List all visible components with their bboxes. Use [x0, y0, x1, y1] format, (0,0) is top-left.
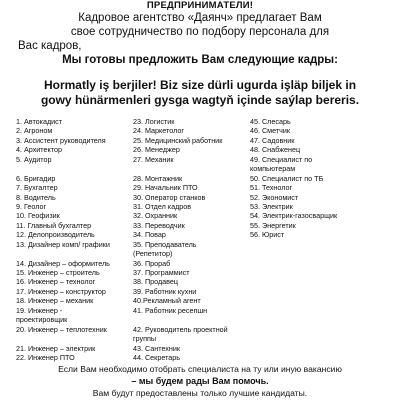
- profession-item: 30. Оператор станков: [133, 192, 206, 202]
- profession-item: 42. Руководитель проектной: [133, 324, 228, 334]
- profession-item: 45. Слесарь: [250, 117, 291, 126]
- profession-item: 6. Бригадир: [16, 173, 56, 183]
- profession-item: 14. Дизайнер – оформитель: [16, 258, 110, 268]
- profession-item: 50. Специалист по ТБ: [250, 173, 324, 183]
- profession-item: 41. Работник ресепшн: [133, 305, 208, 315]
- profession-item: (Репетитор): [133, 249, 173, 259]
- profession-item: 37. Программист: [133, 268, 190, 277]
- profession-item: 8. Водитель: [16, 192, 56, 202]
- profession-item: 33. Переводчик: [133, 220, 185, 230]
- profession-item: 21. Инженер – электрик: [16, 343, 96, 353]
- profession-item: 26. Менеджер: [133, 145, 180, 155]
- profession-item: 24. Маркетолог: [133, 126, 184, 136]
- profession-item: 31. Отдел кадров: [133, 201, 192, 211]
- profession-item: [16, 164, 144, 173]
- profession-item: компьютерам: [250, 164, 296, 174]
- profession-item: 29. Начальник ПТО: [133, 183, 198, 193]
- profession-item: 7. Бухгалтер: [16, 183, 58, 193]
- profession-item: 3. Ассистент руководителя: [16, 135, 106, 145]
- profession-item: 28. Монтажник: [133, 173, 183, 183]
- profession-item: 34. Повар: [133, 230, 166, 240]
- header-title: ПРЕДПРИНИМАТЕЛИ!: [146, 0, 254, 11]
- turkmen-text-line: Hormatly iş berjiler! Biz size dürli ugurda işläp biljek in: [43, 78, 357, 92]
- profession-item: 13. Дизайнер комп/ графики: [16, 239, 110, 249]
- profession-item: 19. Инженер -: [16, 305, 63, 315]
- profession-item: 36. Прораб: [133, 258, 171, 268]
- footer-emphasis-line: – мы будем рады Вам помочь.: [131, 376, 269, 386]
- profession-item: 15. Инженер – строитель: [16, 268, 100, 277]
- header-offer-line: Мы готовы предложить Вам следующие кадры:: [62, 54, 338, 66]
- profession-item: 40.Рекламный агент: [133, 296, 201, 306]
- profession-item: 51. Технолог: [250, 183, 293, 193]
- profession-item: 47. Садовник: [250, 135, 295, 145]
- profession-item: 17. Инженер – конструктор: [16, 286, 106, 296]
- profession-item: 23. Логистик: [133, 117, 175, 126]
- profession-item: [16, 249, 144, 258]
- profession-item: 5. Аудитор: [16, 154, 52, 164]
- profession-item: [133, 315, 261, 324]
- profession-item: 53. Электрик: [250, 201, 293, 211]
- profession-item: 32. Охранник: [133, 211, 178, 221]
- header-intro-line: Вас кадров,: [18, 40, 82, 52]
- profession-item: 9. Геолог: [16, 201, 47, 211]
- profession-item: 43. Сантехник: [133, 343, 180, 353]
- profession-item: 48. Снабженец: [250, 145, 301, 155]
- profession-list-column-2: [133, 117, 261, 362]
- profession-item: 39. Работник кухни: [133, 286, 197, 296]
- profession-item: 10. Геофизик: [16, 211, 60, 221]
- profession-item: 22. Инженер ПТО: [16, 352, 75, 362]
- profession-item: 49. Специалист по: [250, 154, 313, 164]
- profession-item: 38. Продавец: [133, 277, 179, 287]
- profession-item: 4. Архитектор: [16, 145, 62, 155]
- profession-item: 16. Инженер – технолог: [16, 277, 96, 287]
- profession-item: проектировщик: [16, 315, 68, 325]
- footer-line: Вам будут предоставлены только лучшие кандидаты.: [92, 388, 308, 398]
- header-intro-line: Кадровое агентство «Даянч» предлагает Вам: [78, 12, 322, 24]
- footer-line: Если Вам необходимо отобрать специалиста на ту или иную вакансию: [58, 364, 342, 374]
- turkmen-text-line: gowy hünärmenleri gysga wagtyň içinde saýlap bereris.: [40, 93, 360, 107]
- profession-item: 1. Автокадист: [16, 117, 63, 126]
- profession-item: 46. Сметчик: [250, 126, 291, 136]
- profession-item: [133, 164, 261, 173]
- profession-item: 52. Экономист: [250, 192, 299, 202]
- profession-item: 55. Энергетик: [250, 220, 296, 230]
- header-intro-line: свое сотрудничество по подбору персонала для: [70, 26, 330, 38]
- profession-item: 2. Агроном: [16, 126, 53, 136]
- profession-item: 18. Инженер – механик: [16, 296, 94, 306]
- profession-item: 11. Главный бухгалтер: [16, 220, 92, 230]
- profession-item: [16, 334, 144, 343]
- profession-list-column-1: [16, 117, 144, 362]
- profession-item: группы: [133, 334, 157, 344]
- profession-item: 20. Инженер – теплотехник: [16, 324, 107, 334]
- profession-item: 12. Делопроизводитель: [16, 230, 95, 240]
- profession-item: 35. Преподаватель: [133, 239, 197, 249]
- profession-item: 54. Электрик-газосварщик: [250, 211, 338, 221]
- profession-item: 27. Механик: [133, 154, 174, 164]
- profession-item: 56. Юрист: [250, 230, 285, 240]
- profession-item: 44. Секретарь: [133, 352, 181, 362]
- profession-list-column-3: [250, 117, 395, 240]
- profession-item: 25. Медицинский работник: [133, 135, 223, 145]
